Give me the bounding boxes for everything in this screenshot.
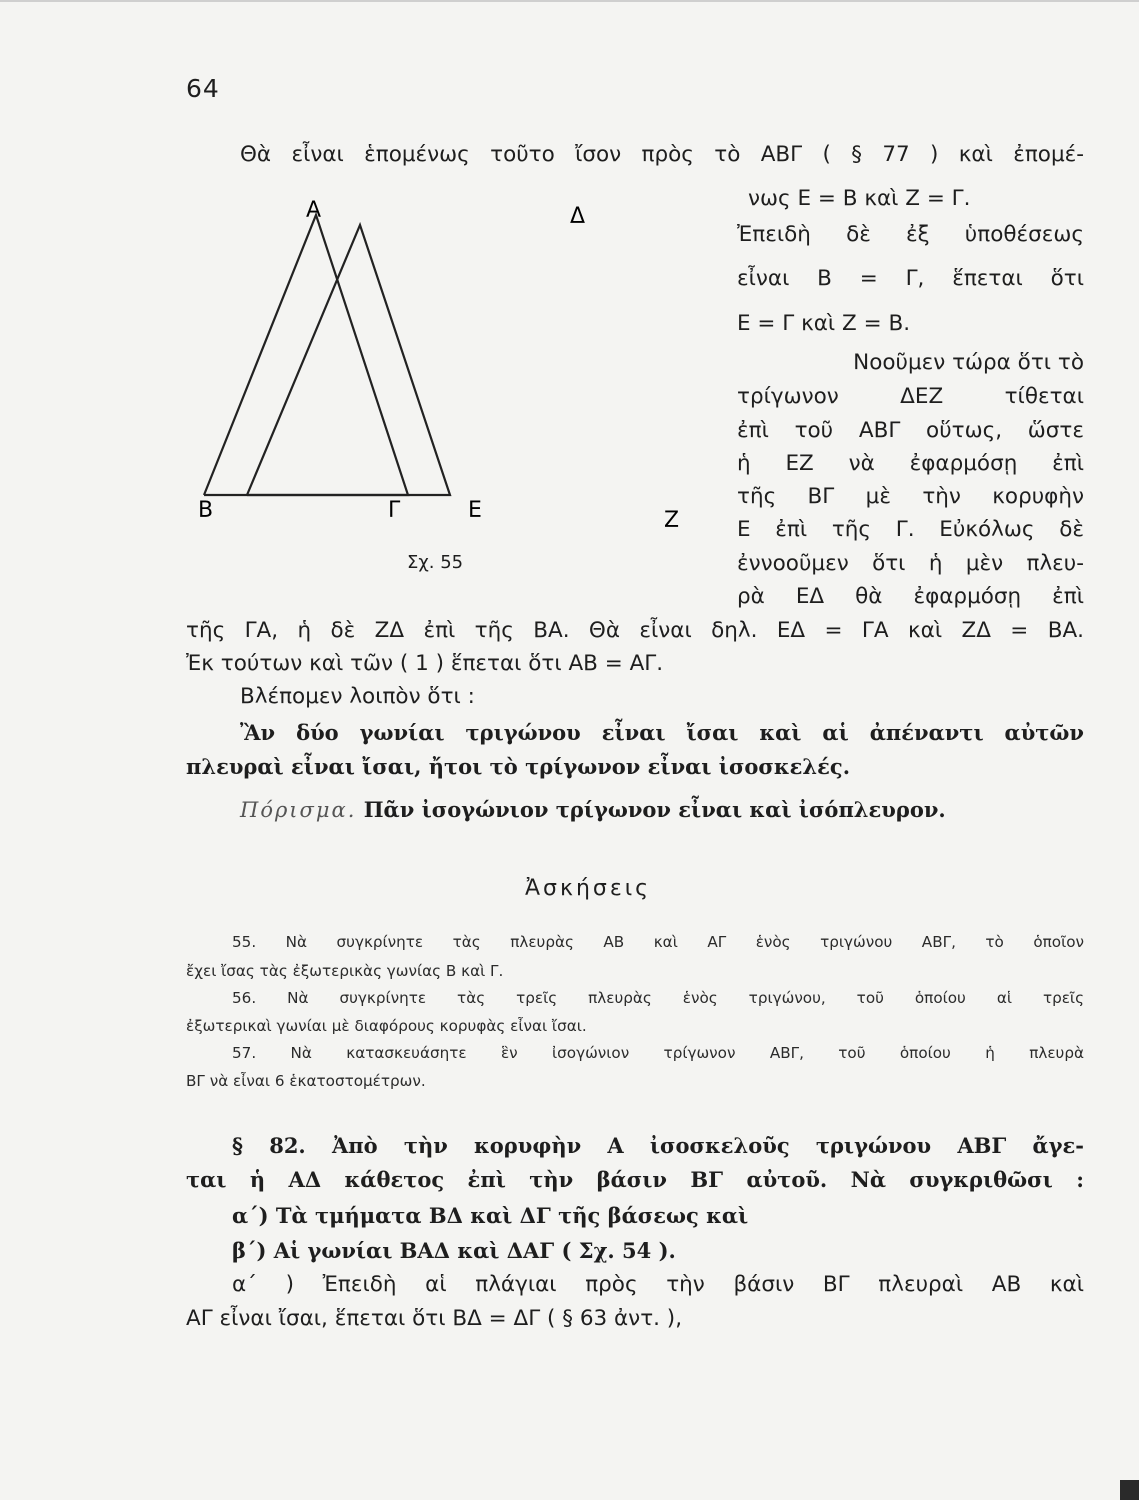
text-line: τῆς ΒΓ μὲ τὴν κορυφὴν [737,484,1084,509]
vertex-label-e: Ε [468,498,482,523]
text-line: ρὰ ΕΔ θὰ ἐφαρμόσῃ ἐπὶ [737,584,1084,609]
exercise-line: ἔχει ἴσας τὰς ἐξωτερικὰς γωνίας Β καὶ Γ. [186,962,504,980]
text-line: τῆς ΓΑ, ἡ δὲ ΖΔ ἐπὶ τῆς ΒΑ. Θὰ εἶναι δηλ. ΕΔ = ΓΑ καὶ ΖΔ = ΒΑ. [186,618,1084,643]
text-line: εἶναι Β = Γ, ἕπεται ὅτι [737,266,1084,291]
text-line: Ε = Γ καὶ Ζ = Β. [737,311,911,336]
text-line: Ἐπειδὴ δὲ ἐξ ὑποθέσεως [737,222,1084,247]
text-line: Ε ἐπὶ τῆς Γ. Εὐκόλως δὲ [737,517,1084,542]
page-top-edge [0,0,1139,2]
corollary-line [240,799,946,821]
exercise-line: ΒΓ νὰ εἶναι 6 ἑκατοστομέτρων. [186,1072,426,1090]
figure-55 [190,185,680,565]
section-82-line: β΄) Αἱ γωνίαι ΒΑΔ καὶ ΔΑΓ ( Σχ. 54 ). [232,1238,676,1263]
text-line: νως Ε = Β καὶ Ζ = Γ. [748,186,971,211]
theorem-line: Ἂν δύο γωνίαι τριγώνου εἶναι ἴσαι καὶ αἱ ἀπέναντι αὐτῶν [240,720,1084,745]
triangle-dez [247,225,450,495]
section-82-line: § 82. Ἀπὸ τὴν κορυφὴν Α ἰσοσκελοῦς τριγώνου ΑΒΓ ἄγε- [232,1133,1084,1158]
text-line: ἐπὶ τοῦ ΑΒΓ οὕτως, ὥστε [737,418,1084,443]
exercise-line: ἐξωτερικαὶ γωνίαι μὲ διαφόρους κορυφὰς εἶναι ἴσαι. [186,1017,587,1035]
corollary-label: Πόρισμα. [240,798,357,822]
vertex-label-z: Ζ [664,508,680,533]
vertex-label-g: Γ [388,498,401,523]
text-line: α΄ ) Ἐπειδὴ αἱ πλάγιαι πρὸς τὴν βάσιν ΒΓ πλευραὶ ΑΒ καὶ [232,1272,1084,1297]
figure-caption: Σχ. 55 [407,552,464,573]
section-82-line: α΄) Τὰ τμήματα ΒΔ καὶ ΔΓ τῆς βάσεως καὶ [232,1203,749,1228]
text-line: ἡ ΕΖ νὰ ἐφαρμόσῃ ἐπὶ [737,451,1084,476]
text-line: Ἐκ τούτων καὶ τῶν ( 1 ) ἕπεται ὅτι ΑΒ = ΑΓ. [186,651,664,676]
exercise-line: 55. Νὰ συγκρίνητε τὰς πλευρὰς ΑΒ καὶ ΑΓ ἑνὸς τριγώνου ΑΒΓ, τὸ ὁποῖον [232,933,1084,951]
exercise-line: 57. Νὰ κατασκευάσητε ἓν ἰσογώνιον τρίγωνον ΑΒΓ, τοῦ ὁποίου ἡ πλευρὰ [232,1044,1084,1062]
vertex-label-a: Α [306,198,322,223]
text-line: τρίγωνον ΔΕΖ τίθεται [737,384,1084,409]
section-82-line: ται ἡ ΑΔ κάθετος ἐπὶ τὴν βάσιν ΒΓ αὐτοῦ. Νὰ συγκριθῶσι : [186,1167,1084,1192]
text-line: ἐννοοῦμεν ὅτι ἡ μὲν πλευ- [737,551,1084,576]
exercise-line: 56. Νὰ συγκρίνητε τὰς τρεῖς πλευρὰς ἑνὸς τριγώνου, τοῦ ὁποίου αἱ τρεῖς [232,989,1084,1007]
page-number: 64 [186,74,220,103]
exercises-heading: Ἀσκήσεις [525,876,652,901]
text-line: Βλέπομεν λοιπὸν ὅτι : [240,684,475,709]
text-line-hat-equation [748,188,971,210]
text-line: Θὰ εἶναι ἑπομένως τοῦτο ἴσον πρὸς τὸ ΑΒΓ ( § 77 ) καὶ ἐπομέ- [240,142,1084,167]
scan-edge-mark [1120,1480,1139,1500]
vertex-label-d: Δ [570,204,586,229]
corollary-text: Πᾶν ἰσογώνιον τρίγωνον εἶναι καὶ ἰσόπλευρον. [363,797,946,822]
theorem-line: πλευραὶ εἶναι ἴσαι, ἤτοι τὸ τρίγωνον εἶναι ἰσοσκελές. [186,754,851,779]
vertex-label-b: Β [198,498,214,523]
text-line: Νοοῦμεν τώρα ὅτι τὸ [853,350,1084,375]
text-line: ΑΓ εἶναι ἴσαι, ἕπεται ὅτι ΒΔ = ΔΓ ( § 63 ἀντ. ), [186,1306,683,1331]
